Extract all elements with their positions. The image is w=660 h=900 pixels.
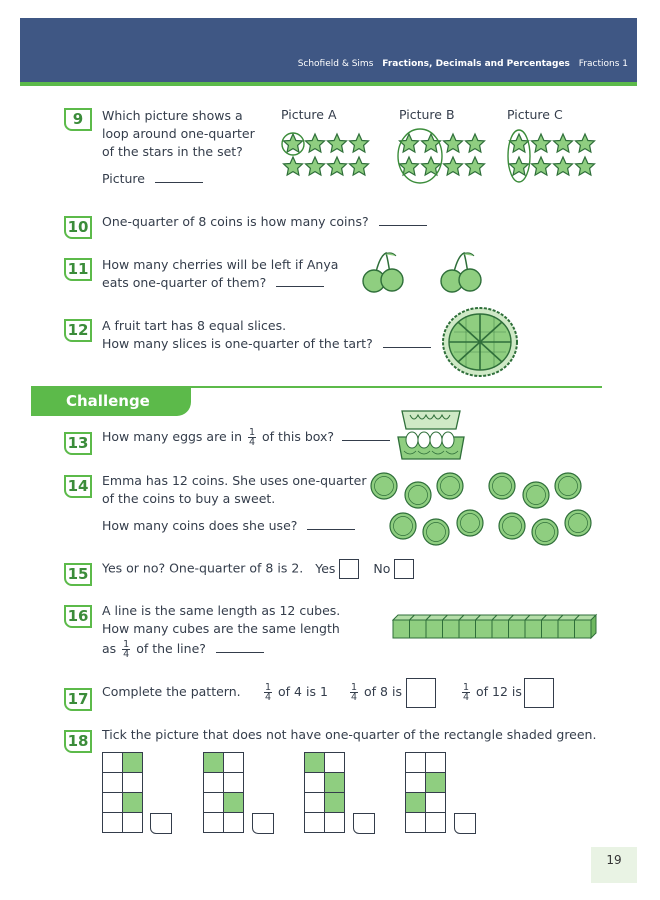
question-18-text: Tick the picture that does not have one-quarter of the rectangle shaded green. [102,727,597,742]
question-14-text [102,472,367,535]
question-12-line-1: A fruit tart has 8 equal slices. [102,318,287,333]
cherry-pair-1 [363,253,403,292]
answer-blank[interactable] [342,428,390,441]
answer-blank[interactable] [383,335,431,348]
question-9-line-1: Which picture shows a [102,108,243,123]
yes-checkbox[interactable] [339,559,359,579]
answer-blank[interactable] [307,517,355,530]
challenge-title: Challenge [66,392,150,410]
cube [426,620,443,638]
fraction-one-quarter: $\frac{1}{4}$ [351,682,358,703]
question-13-text [102,428,390,447]
question-number-18: 18 [64,730,92,753]
publisher-name: Schofield & Sims [297,59,374,69]
picture-b-stars [398,129,485,183]
question-14-line-1: Emma has 12 coins. She uses one-quarter [102,473,367,488]
picture-b-label: Picture B [399,107,455,122]
question-11-line-2: eats one-quarter of them? [102,275,267,290]
cube [509,620,526,638]
cube [410,620,427,638]
yes-label: Yes [315,560,336,576]
cherry-pair-2 [441,253,481,292]
question-16-line-1: A line is the same length as 12 cubes. [102,603,341,618]
question-10-line: One-quarter of 8 coins is how many coins? [102,214,369,229]
question-15-text [102,559,414,579]
question-16-line-3-after: of the line? [136,641,206,656]
question-12-line-2-row [102,335,431,353]
question-14-line-3: How many coins does she use? [102,518,298,533]
question-17-text: Complete the pattern. [102,684,241,699]
page-number: 19 [591,847,637,883]
question-number-13: 13 [64,432,92,455]
fruit-tart-image [440,306,520,378]
tick-box-1[interactable] [150,813,172,834]
question-number-15: 15 [64,563,92,586]
cube [492,620,509,638]
question-10-text [102,213,427,231]
question-12-text [102,317,431,353]
cube [476,620,493,638]
question-16-line-3-row [102,640,340,659]
question-16-text [102,602,340,659]
cube-line-image [392,612,608,644]
egg-box-image [394,407,470,463]
question-number-17: 17 [64,688,92,711]
cube [525,620,542,638]
question-9-answer-row [102,170,255,188]
rectangle-picture-2 [203,752,244,833]
tick-box-2[interactable] [252,813,274,834]
question-9-line-2: loop around one-quarter [102,126,255,141]
question-15-statement: Yes or no? One-quarter of 8 is 2. [102,560,304,576]
rectangle-picture-4 [405,752,446,833]
question-14-line-3-row [102,517,367,535]
question-number-9: 9 [64,108,92,131]
question-11-text [102,256,338,292]
pattern-answer-box-2[interactable] [524,678,554,708]
question-number-10: 10 [64,216,92,239]
question-9-line-3: of the stars in the set? [102,144,243,159]
pattern-part-1: $\frac{1}{4}$ of 4 is 1 [265,682,328,703]
tick-box-3[interactable] [353,813,375,834]
cube [575,620,592,638]
question-9-text [102,107,255,188]
picture-c-label: Picture C [507,107,563,122]
no-label: No [373,560,391,576]
picture-c-stars [508,130,595,182]
question-13-text-before: How many eggs are in [102,429,243,444]
question-16-line-2: How many cubes are the same length [102,621,340,636]
question-number-12: 12 [64,319,92,342]
fraction-one-quarter: $\frac{1}{4}$ [249,427,256,448]
question-14-line-2: of the coins to buy a sweet. [102,491,276,506]
coins-group [371,473,591,545]
no-checkbox[interactable] [394,559,414,579]
answer-blank[interactable] [216,640,264,653]
fraction-one-quarter: $\frac{1}{4}$ [123,639,130,660]
cube [542,620,559,638]
question-number-11: 11 [64,258,92,281]
question-11-line-2-row [102,274,338,292]
book-title: Fractions, Decimals and Percentages [382,59,570,69]
cube [443,620,460,638]
fraction-one-quarter: $\frac{1}{4}$ [265,682,272,703]
answer-blank[interactable] [379,213,427,226]
answer-blank[interactable] [155,170,203,183]
pattern-part-2: $\frac{1}{4}$ of 8 is [351,682,402,703]
star-sets [278,126,608,194]
cube [459,620,476,638]
question-number-14: 14 [64,475,92,498]
coins-image [362,468,602,552]
page-header-band [20,18,637,82]
rectangle-picture-1 [102,752,143,833]
question-16-line-3-before: as [102,641,117,656]
rectangle-picture-3 [304,752,345,833]
cube [558,620,575,638]
picture-a-stars [282,133,369,175]
cube [393,620,410,638]
question-number-16: 16 [64,605,92,628]
question-12-line-2: How many slices is one-quarter of the tart? [102,336,373,351]
tick-box-4[interactable] [454,813,476,834]
header-accent-strip [20,82,637,86]
question-13-text-after: of this box? [262,429,335,444]
section-name: Fractions 1 [578,59,628,69]
picture-b-loop [398,129,442,183]
header-running-title [292,59,628,69]
picture-a-label: Picture A [281,107,337,122]
cherries-image [358,250,488,296]
answer-label: Picture [102,171,145,186]
fraction-one-quarter: $\frac{1}{4}$ [463,682,470,703]
answer-blank[interactable] [276,274,324,287]
question-11-line-1: How many cherries will be left if Anya [102,257,339,272]
pattern-answer-box-1[interactable] [406,678,436,708]
pattern-part-3: $\frac{1}{4}$ of 12 is [463,682,522,703]
